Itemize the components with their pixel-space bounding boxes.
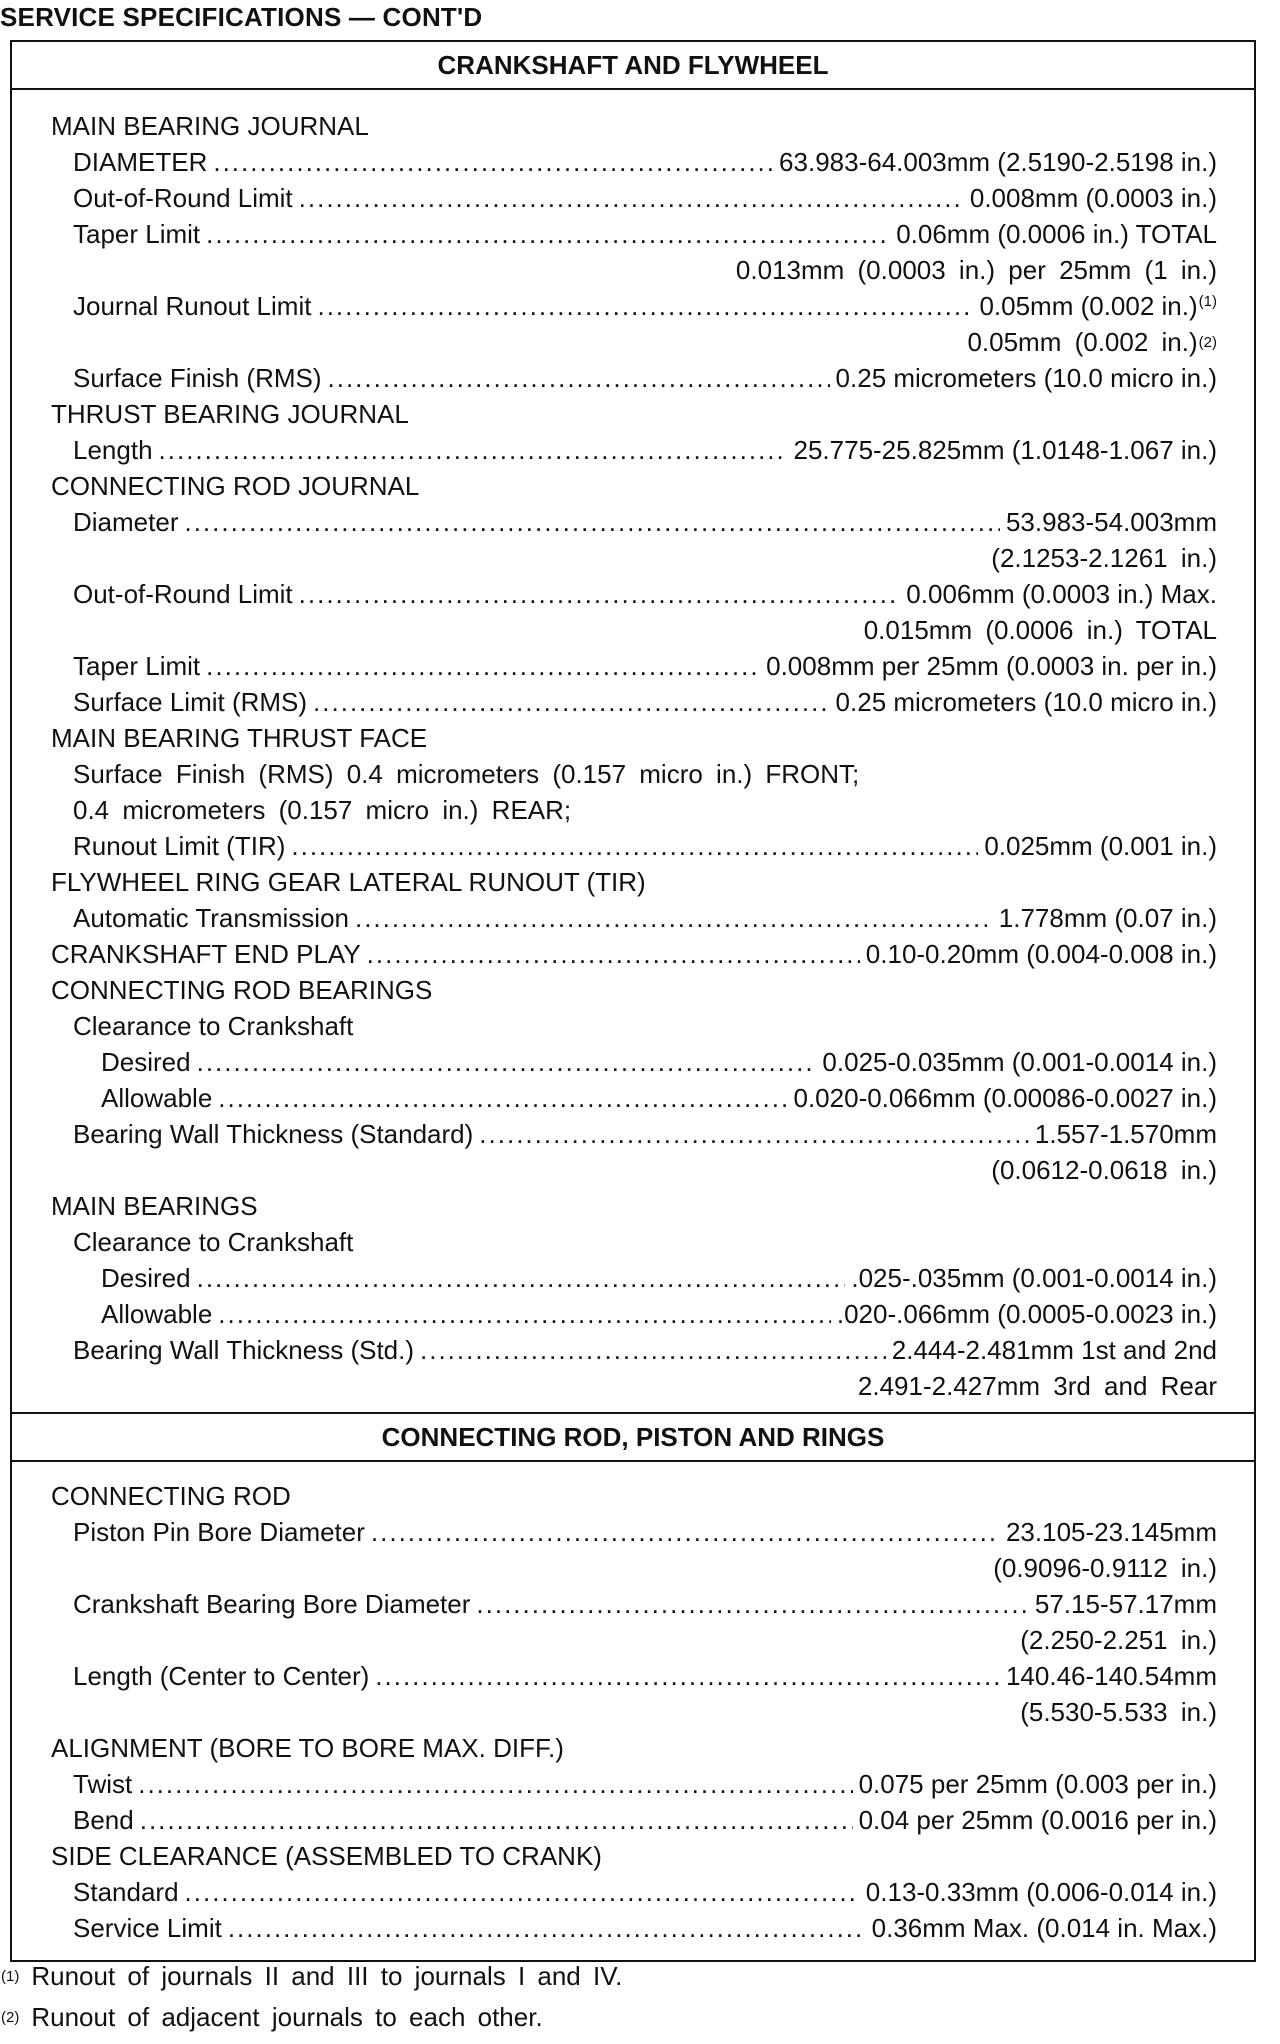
spec-label: Taper Limit (73, 219, 201, 249)
spec-row (73, 1586, 1217, 1622)
leader-dots (355, 905, 993, 931)
spec-label: Out-of-Round Limit (73, 183, 293, 213)
spec-value: 0.25 micrometers (10.0 micro in.) (835, 363, 1217, 393)
leader-dots (299, 581, 901, 607)
heading-main-bearing-thrust-face: MAIN BEARING THRUST FACE (51, 723, 428, 753)
footnote-mark: (1) (1, 1967, 20, 1985)
leader-dots (185, 1879, 860, 1905)
leader-dots (479, 1121, 1029, 1147)
leader-dots (371, 1519, 1000, 1545)
spec-value-continued: 0.015mm (0.0006 in.) TOTAL (863, 614, 1217, 645)
spec-row (101, 1044, 1217, 1080)
leader-dots (218, 1085, 787, 1111)
spec-label: Runout Limit (TIR) (73, 831, 286, 861)
spec-label: Standard (73, 1877, 179, 1907)
leader-dots (159, 437, 788, 463)
spec-row (73, 1802, 1217, 1838)
spec-value: 0.06mm (0.0006 in.) TOTAL (896, 219, 1217, 249)
spec-value: 0.020-0.066mm (0.00086-0.0027 in.) (793, 1083, 1217, 1113)
footnote-ref: (2) (1198, 333, 1217, 351)
spec-value: 1.557-1.570mm (1034, 1119, 1217, 1149)
spec-value: 140.46-140.54mm (1005, 1661, 1217, 1691)
spec-label: Bearing Wall Thickness (Standard) (73, 1119, 474, 1149)
spec-row (101, 1260, 1217, 1296)
spec-value: .025-.035mm (0.001-0.0014 in.) (851, 1263, 1217, 1293)
heading-connecting-rod: CONNECTING ROD (51, 1481, 291, 1511)
spec-value: .020-.066mm (0.0005-0.0023 in.) (836, 1299, 1217, 1329)
spec-row (101, 1080, 1217, 1116)
spec-label: Desired (101, 1263, 191, 1293)
section-header-crankshaft: CRANKSHAFT AND FLYWHEEL (12, 42, 1254, 90)
spec-label: Allowable (101, 1299, 213, 1329)
text-line: 0.4 micrometers (0.157 micro in.) REAR; (73, 795, 572, 825)
spec-row (73, 432, 1217, 468)
heading-connecting-rod-bearings: CONNECTING ROD BEARINGS (51, 975, 433, 1005)
heading-main-bearings: MAIN BEARINGS (51, 1191, 258, 1221)
heading-flywheel-runout: FLYWHEEL RING GEAR LATERAL RUNOUT (TIR) (51, 867, 646, 897)
leader-dots (317, 293, 973, 319)
spec-row (73, 1658, 1217, 1694)
spec-value: 57.15-57.17mm (1034, 1589, 1217, 1619)
spec-label: DIAMETER (73, 147, 208, 177)
spec-label: Bearing Wall Thickness (Std.) (73, 1335, 415, 1365)
spec-value: 53.983-54.003mm (1005, 507, 1217, 537)
leader-dots (197, 1049, 817, 1075)
leader-dots (184, 509, 999, 535)
spec-value: 0.10-0.20mm (0.004-0.008 in.) (865, 939, 1217, 969)
spec-label: Service Limit (73, 1913, 222, 1943)
leader-dots (291, 833, 978, 859)
leader-dots (213, 149, 773, 175)
spec-value-continued: (2.250-2.251 in.) (1020, 1624, 1217, 1655)
section-header-rod-piston: CONNECTING ROD, PISTON AND RINGS (12, 1414, 1254, 1462)
spec-label: Bend (73, 1805, 134, 1835)
spec-value: 0.025-0.035mm (0.001-0.0014 in.) (822, 1047, 1217, 1077)
leader-dots (299, 185, 964, 211)
leader-dots (228, 1915, 866, 1941)
spec-row (73, 288, 1217, 324)
spec-row (73, 360, 1217, 396)
heading-thrust-bearing-journal: THRUST BEARING JOURNAL (51, 399, 409, 429)
spec-row (73, 576, 1217, 612)
spec-label: Twist (73, 1769, 133, 1799)
spec-row (73, 1116, 1217, 1152)
heading-connecting-rod-journal: CONNECTING ROD JOURNAL (51, 471, 420, 501)
leader-dots (218, 1301, 831, 1327)
leader-dots (197, 1265, 846, 1291)
spec-value-continued: 0.013mm (0.0003 in.) per 25mm (1 in.) (735, 254, 1217, 285)
spec-row (73, 1514, 1217, 1550)
spec-row (73, 1874, 1217, 1910)
spec-value: 0.008mm (0.0003 in.) (969, 183, 1217, 213)
subheading: Clearance to Crankshaft (73, 1011, 354, 1041)
footnote: (1) Runout of journals II and III to journals I and IV. (1, 1960, 623, 1991)
spec-value-continued: 0.05mm (0.002 in.) (2) (967, 326, 1217, 357)
leader-dots (313, 689, 830, 715)
spec-label: Diameter (73, 507, 179, 537)
spec-value: 0.075 per 25mm (0.003 per in.) (858, 1769, 1217, 1799)
spec-value: 63.983-64.003mm (2.5190-2.5198 in.) (779, 147, 1217, 177)
spec-value-continued: (0.0612-0.0618 in.) (991, 1154, 1217, 1185)
spec-label: CRANKSHAFT END PLAY (51, 939, 361, 969)
spec-label: Length (73, 435, 153, 465)
spec-row (73, 828, 1217, 864)
leader-dots (328, 365, 830, 391)
footnote-ref: (1) (1198, 293, 1217, 310)
spec-row (73, 144, 1217, 180)
spec-value: 0.36mm Max. (0.014 in. Max.) (871, 1913, 1217, 1943)
leader-dots (206, 653, 760, 679)
spec-row (73, 1332, 1217, 1368)
spec-row (101, 1296, 1217, 1332)
spec-label: Surface Limit (RMS) (73, 687, 308, 717)
spec-value: 0.13-0.33mm (0.006-0.014 in.) (865, 1877, 1217, 1907)
spec-value: 0.025mm (0.001 in.) (984, 831, 1217, 861)
footnote-mark: (2) (1, 2008, 20, 2026)
spec-row (73, 900, 1217, 936)
spec-label: Piston Pin Bore Diameter (73, 1517, 365, 1547)
spec-value: 0.25 micrometers (10.0 micro in.) (835, 687, 1217, 717)
leader-dots (375, 1663, 1000, 1689)
spec-row (51, 936, 1217, 972)
spec-label: Surface Finish (RMS) (73, 363, 322, 393)
spec-value-continued: (0.9096-0.9112 in.) (993, 1552, 1217, 1583)
spec-value-continued: 2.491-2.427mm 3rd and Rear (857, 1370, 1217, 1401)
heading-alignment: ALIGNMENT (BORE TO BORE MAX. DIFF.) (51, 1733, 564, 1763)
spec-label: Crankshaft Bearing Bore Diameter (73, 1589, 471, 1619)
spec-label: Desired (101, 1047, 191, 1077)
spec-value: 0.006mm (0.0003 in.) Max. (906, 579, 1217, 609)
spec-row (73, 216, 1217, 252)
spec-row (73, 504, 1217, 540)
heading-side-clearance: SIDE CLEARANCE (ASSEMBLED TO CRANK) (51, 1841, 602, 1871)
spec-row (73, 180, 1217, 216)
spec-value: 0.008mm per 25mm (0.0003 in. per in.) (766, 651, 1217, 681)
text-line: Surface Finish (RMS) 0.4 micrometers (0.157 micro in.) FRONT; (73, 759, 860, 789)
leader-dots (140, 1807, 853, 1833)
spec-label: Journal Runout Limit (73, 291, 312, 321)
spec-value: 0.05mm (0.002 in.)$^{(1)}$ (979, 291, 1217, 321)
leader-dots (476, 1591, 1028, 1617)
spec-value: 0.04 per 25mm (0.0016 per in.) (858, 1805, 1217, 1835)
spec-value-continued: (5.530-5.533 in.) (1020, 1696, 1217, 1727)
spec-value: 25.775-25.825mm (1.0148-1.067 in.) (793, 435, 1217, 465)
spec-row (73, 648, 1217, 684)
spec-row (73, 684, 1217, 720)
spec-label: Automatic Transmission (73, 903, 349, 933)
spec-value: 1.778mm (0.07 in.) (998, 903, 1217, 933)
spec-label: Out-of-Round Limit (73, 579, 293, 609)
spec-label: Allowable (101, 1083, 213, 1113)
spec-row (73, 1766, 1217, 1802)
page-title: SERVICE SPECIFICATIONS — CONT'D (0, 2, 483, 32)
footnote: (2) Runout of adjacent journals to each other. (1, 2001, 543, 2032)
spec-label: Length (Center to Center) (73, 1661, 370, 1691)
subheading: Clearance to Crankshaft (73, 1227, 354, 1257)
leader-dots (367, 941, 860, 967)
spec-value: 2.444-2.481mm 1st and 2nd (891, 1335, 1217, 1365)
heading-main-bearing-journal: MAIN BEARING JOURNAL (51, 111, 369, 141)
leader-dots (420, 1337, 886, 1363)
spec-table (10, 40, 1256, 1962)
leader-dots (206, 221, 890, 247)
spec-value: 23.105-23.145mm (1005, 1517, 1217, 1547)
leader-dots (138, 1771, 852, 1797)
spec-row (73, 1910, 1217, 1946)
spec-label: Taper Limit (73, 651, 201, 681)
spec-value-continued: (2.1253-2.1261 in.) (991, 542, 1217, 573)
